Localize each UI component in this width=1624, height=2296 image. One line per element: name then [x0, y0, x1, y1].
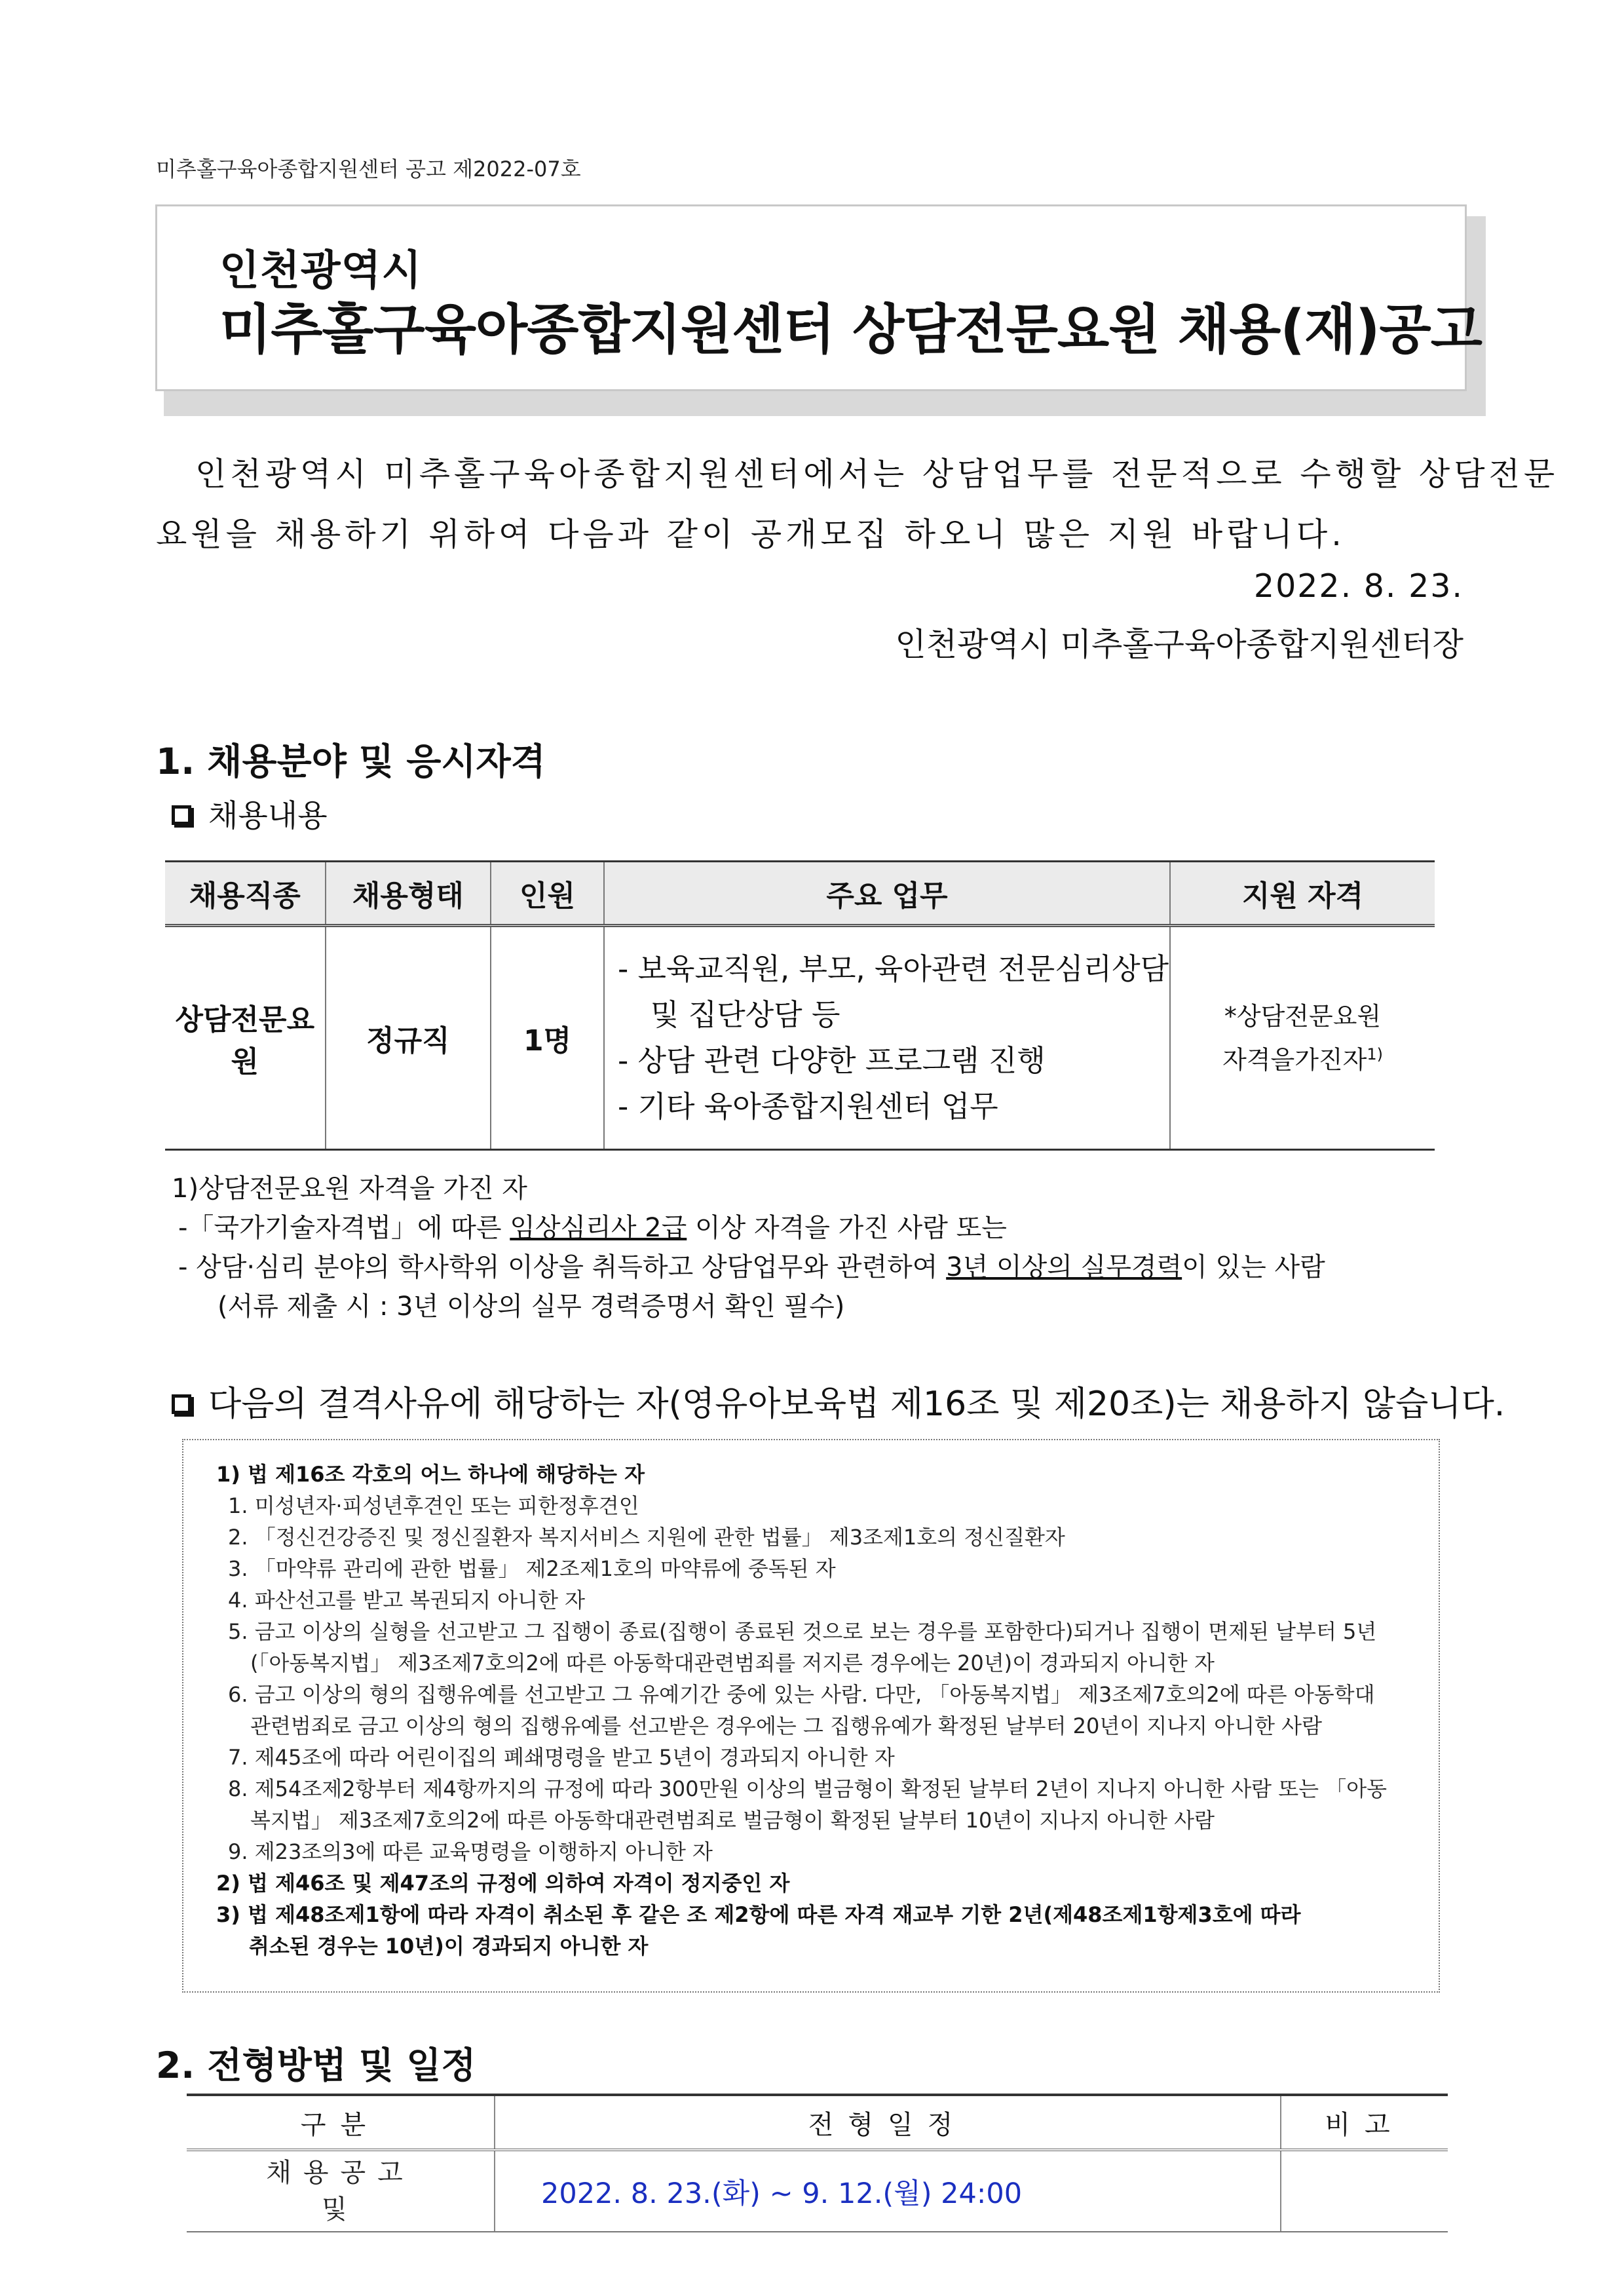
cell-duties: [604, 926, 1170, 1150]
schedule-table: [187, 2094, 1448, 2232]
table-header-row: [165, 862, 1435, 926]
section-1-subtitle: [172, 792, 328, 835]
qualification-line-2: 자격을가진자: [1222, 1045, 1367, 1075]
exclusion-item: 5. 금고 이상의 실형을 선고받고 그 집행이 종료(집행이 종료된 것으로 보는 경우를 포함한다)되거나 집행이 면제된 날부터 5년: [228, 1619, 1377, 1644]
footnote-item: [172, 1208, 1325, 1248]
cell-qualification: [1170, 926, 1435, 1150]
exclusion-list: [210, 1459, 1387, 1962]
notice-number: 미추홀구육아종합지원센터 공고 제2022-07호: [156, 157, 581, 182]
cell-count: 1명: [491, 926, 604, 1150]
header-qualification: 지원 자격: [1170, 862, 1435, 926]
section-1-subtitle-text: 채용내용: [208, 798, 328, 834]
cell-stage: [187, 2150, 495, 2232]
checkbox-bullet-icon: [172, 1394, 191, 1414]
footnote: [172, 1169, 1325, 1326]
qualification-line-1: *상담전문요원: [1224, 1001, 1382, 1031]
exclusion-item: 관련범죄로 금고 이상의 형의 집행유예를 선고받은 경우에는 그 집행유예가 확정된 날부터 20년이 지나지 아니한 사람: [250, 1713, 1322, 1738]
exclusion-item: 3) 법 제48조제1항에 따라 자격이 취소된 후 같은 조 제2항에 따른 자격 재교부 기한 2년(제48조제1항제3호에 따라: [216, 1902, 1301, 1927]
exclusion-item: 취소된 경우는 10년)이 경과되지 아니한 자: [249, 1934, 649, 1959]
cell-schedule: 2022. 8. 23.(화) ~ 9. 12.(월) 24:00: [495, 2150, 1281, 2232]
footnote-text: - 상담·심리 분야의 학사학위 이상을 취득하고 상담업무와 관련하여: [178, 1252, 947, 1282]
exclusion-item: 4. 파산선고를 받고 복권되지 아니한 자: [228, 1588, 586, 1613]
exclusion-item: 3. 「마약류 관리에 관한 법률」 제2조제1호의 마약류에 중독된 자: [228, 1556, 836, 1581]
header-duties: 주요 업무: [604, 862, 1170, 926]
stage-line-1: 채용공고: [266, 2158, 415, 2188]
exclusion-item: 8. 제54조제2항부터 제4항까지의 규정에 따라 300만원 이상의 벌금형이 확정된 날부터 2년이 지나지 아니한 사람 또는 「아동: [228, 1776, 1388, 1801]
footnote-text: 이 있는 사람: [1182, 1252, 1325, 1282]
stage-line-2: 및: [322, 2194, 359, 2225]
header-job: 채용직종: [165, 862, 326, 926]
cell-job: 상담전문요원: [165, 926, 326, 1150]
footnote-item: [172, 1248, 1325, 1287]
exclusion-item: 1) 법 제16조 각호의 어느 하나에 해당하는 자: [216, 1462, 645, 1487]
footnote-item: (서류 제출 시 : 3년 이상의 실무 경력증명서 확인 필수): [217, 1292, 845, 1322]
header-stage: 구분: [187, 2095, 495, 2150]
page-title: 미추홀구육아종합지원센터 상담전문요원 채용(재)공고: [219, 299, 1482, 361]
intro-line-2: 요원을 채용하기 위하여 다음과 같이 공개모집 하오니 많은 지원 바랍니다.: [156, 516, 1346, 553]
table-row: [187, 2150, 1448, 2232]
title-org: 인천광역시: [219, 246, 423, 294]
duty-item: - 보육교직원, 부모, 육아관련 전문심리상담: [617, 951, 1169, 986]
exclusion-heading-text: 다음의 결격사유에 해당하는 자(영유아보육법 제16조 및 제20조)는 채용하지 않습니다.: [208, 1385, 1505, 1424]
footnote-underlined: 3년 이상의 실무경력: [946, 1252, 1182, 1282]
recruitment-table: [165, 860, 1435, 1151]
footnote-text: 이상 자격을 가진 사람 또는: [687, 1213, 1007, 1243]
footnote-underlined: 임상심리사 2급: [510, 1213, 687, 1243]
exclusion-item: 복지법」 제3조제7호의2에 따른 아동학대관련범죄로 벌금형이 확정된 날부터 10년이 지나지 아니한 사람: [250, 1808, 1215, 1833]
exclusion-item: (「아동복지법」 제3조제7호의2에 따른 아동학대관련범죄를 저지른 경우에는 20년)이 경과되지 아니한 자: [250, 1651, 1215, 1675]
notice-date: 2022. 8. 23.: [1253, 567, 1463, 605]
duty-item: 및 집단상담 등: [650, 997, 840, 1032]
section-1-title: 1. 채용분야 및 응시자격: [156, 740, 546, 782]
exclusion-item: 2. 「정신건강증진 및 정신질환자 복지서비스 지원에 관한 법률」 제3조제1호의 정신질환자: [228, 1525, 1065, 1550]
exclusion-item: 6. 금고 이상의 형의 집행유예를 선고받고 그 유예기간 중에 있는 사람. 다만, 「아동복지법」 제3조제7호의2에 따른 아동학대: [228, 1682, 1375, 1707]
section-2-title: 2. 전형방법 및 일정: [156, 2044, 476, 2086]
exclusion-item: 9. 제23조의3에 따른 교육명령을 이행하지 아니한 자: [228, 1839, 713, 1864]
intro-paragraph: [156, 444, 1559, 565]
table-row: [165, 926, 1435, 1150]
header-schedule: 전형일정: [495, 2095, 1281, 2150]
duty-item: - 기타 육아종합지원센터 업무: [617, 1089, 998, 1124]
header-type: 채용형태: [326, 862, 491, 926]
cell-remark: [1281, 2150, 1448, 2232]
header-count: 인원: [491, 862, 604, 926]
checkbox-bullet-icon: [172, 805, 191, 825]
table-header-row: [187, 2095, 1448, 2150]
footnote-marker: 1): [1367, 1044, 1383, 1063]
exclusion-heading: [172, 1376, 1505, 1425]
exclusion-item: 1. 미성년자·피성년후견인 또는 피한정후견인: [228, 1493, 639, 1518]
duty-item: - 상담 관련 다양한 프로그램 진행: [617, 1043, 1046, 1078]
cell-type: 정규직: [326, 926, 491, 1150]
footnote-head: 1)상담전문요원 자격을 가진 자: [172, 1174, 527, 1204]
signer: 인천광역시 미추홀구육아종합지원센터장: [895, 626, 1463, 663]
exclusion-item: 7. 제45조에 따라 어린이집의 폐쇄명령을 받고 5년이 경과되지 아니한 자: [228, 1745, 895, 1770]
header-remark: 비고: [1281, 2095, 1448, 2150]
intro-line-1: 인천광역시 미추홀구육아종합지원센터에서는 상담업무를 전문적으로 수행할 상담전문: [195, 455, 1559, 493]
exclusion-item: 2) 법 제46조 및 제47조의 규정에 의하여 자격이 정지중인 자: [216, 1871, 790, 1896]
footnote-text: -「국가기술자격법」에 따른: [178, 1213, 510, 1243]
